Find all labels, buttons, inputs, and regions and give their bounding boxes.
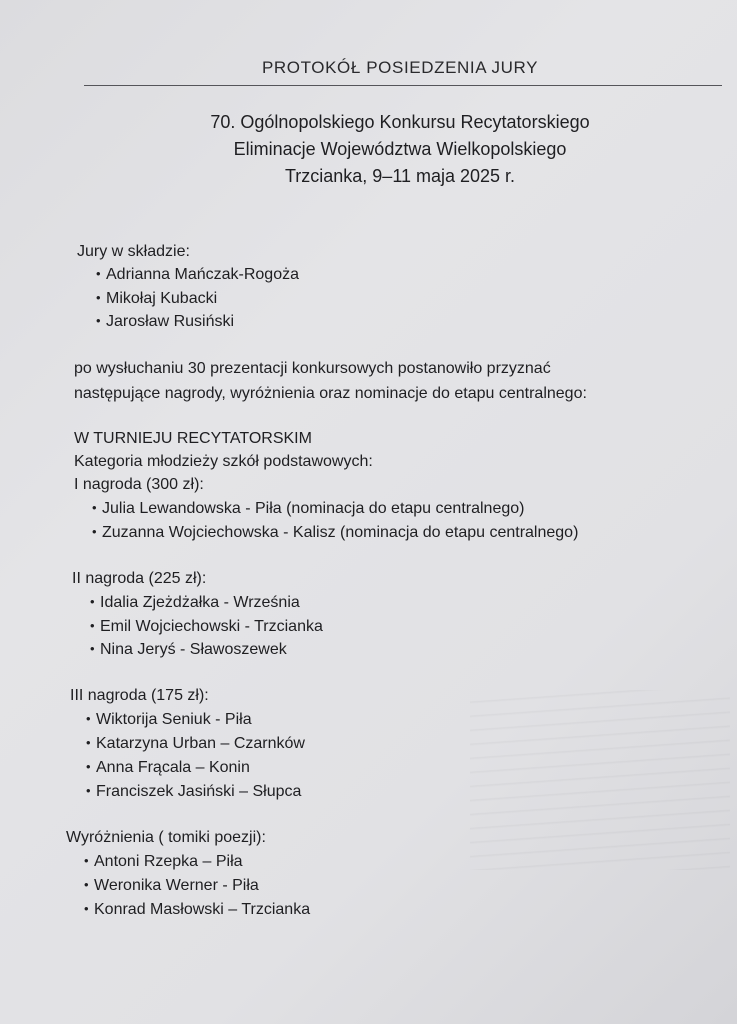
honors-heading: Wyróżnienia ( tomiki poezji): [66, 829, 266, 846]
prize1-heading: I nagroda (300 zł): [74, 476, 204, 493]
jury-heading: Jury w składzie: [77, 243, 190, 260]
tournament-heading: W TURNIEJU RECYTATORSKIM [74, 430, 312, 447]
prize3-winner: • Wiktorija Seniuk - Piła [86, 711, 252, 729]
bleed-through-texture [470, 690, 730, 870]
subtitle-contest: 70. Ogólnopolskiego Konkursu Recytatorskiego [210, 112, 590, 132]
subtitle-place-date: Trzcianka, 9–11 maja 2025 r. [284, 166, 516, 186]
jury-member: • Mikołaj Kubacki [96, 290, 217, 308]
prize1-winner: • Julia Lewandowska - Piła (nominacja do etapu centralnego) [92, 500, 524, 518]
subtitle-region: Eliminacje Województwa Wielkopolskiego [233, 139, 567, 159]
prize2-winner: • Idalia Zjeżdżałka - Września [90, 594, 300, 612]
prize1-winner: • Zuzanna Wojciechowska - Kalisz (nominacja do etapu centralnego) [92, 524, 578, 542]
prize2-winner: • Nina Jeryś - Sławoszewek [90, 641, 287, 659]
honors-winner: • Antoni Rzepka – Piła [84, 853, 243, 871]
document-title: PROTOKÓŁ POSIEDZENIA JURY [261, 58, 539, 77]
jury-member: • Jarosław Rusiński [96, 313, 234, 331]
jury-member: • Adrianna Mańczak-Rogoża [96, 266, 299, 284]
title-underline [84, 85, 722, 86]
category-heading: Kategoria młodzieży szkół podstawowych: [74, 453, 373, 470]
prize2-heading: II nagroda (225 zł): [72, 570, 207, 587]
prize3-winner: • Franciszek Jasiński – Słupca [86, 783, 301, 801]
prize3-winner: • Katarzyna Urban – Czarnków [86, 735, 305, 753]
prize3-winner: • Anna Frącala – Konin [86, 759, 250, 777]
honors-winner: • Konrad Masłowski – Trzcianka [84, 901, 310, 919]
decision-line-1: po wysłuchaniu 30 prezentacji konkursowych postanowiło przyznać [74, 360, 551, 377]
honors-winner: • Weronika Werner - Piła [84, 877, 259, 895]
prize3-heading: III nagroda (175 zł): [70, 687, 209, 704]
decision-line-2: następujące nagrody, wyróżnienia oraz nominacje do etapu centralnego: [74, 385, 587, 402]
prize2-winner: • Emil Wojciechowski - Trzcianka [90, 618, 323, 636]
